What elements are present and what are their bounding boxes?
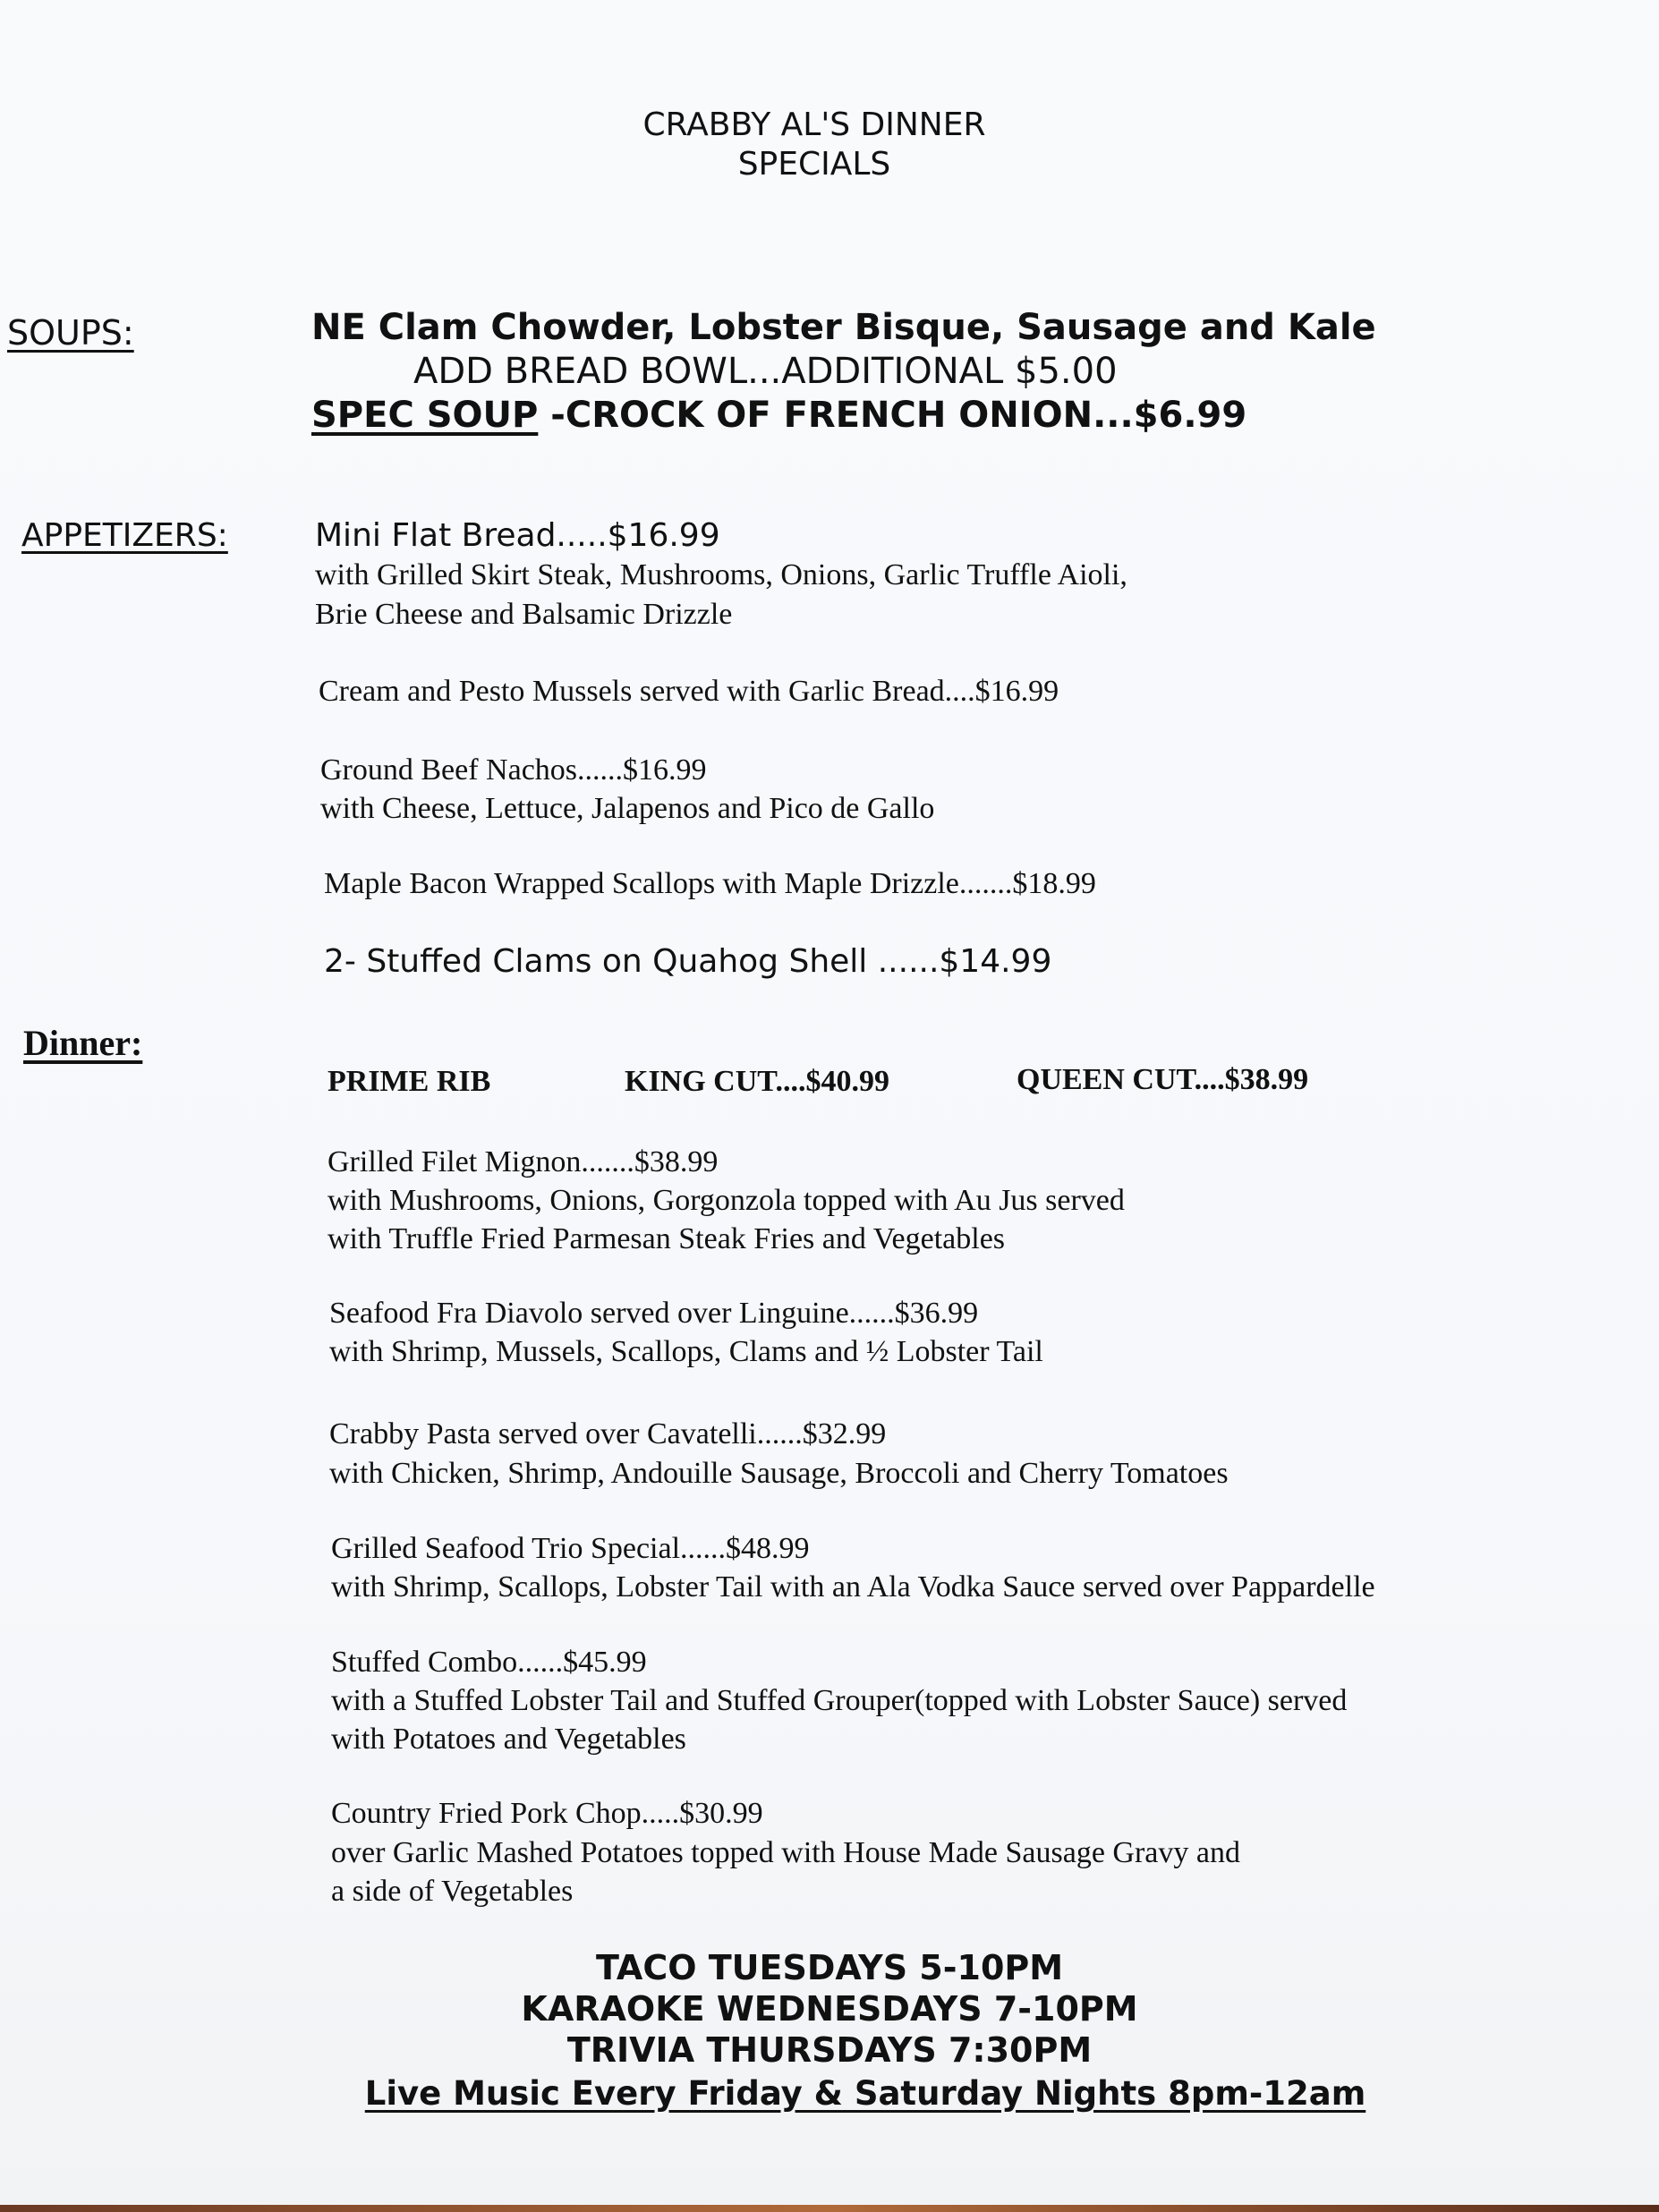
prime-rib-king-cut: KING CUT....$40.99 [625, 1065, 889, 1098]
appetizers-section-label: APPETIZERS: [21, 517, 228, 554]
dinner-pork-chop-title: Country Fried Pork Chop.....$30.99 [331, 1797, 763, 1830]
dinner-filet-desc-2: with Truffle Fried Parmesan Steak Fries and Vegetables [328, 1222, 1006, 1255]
dinner-crabby-pasta-title: Crabby Pasta served over Cavatelli......$32.99 [329, 1417, 887, 1451]
appetizer-nachos-title: Ground Beef Nachos......$16.99 [320, 753, 707, 787]
appetizer-scallops: Maple Bacon Wrapped Scallops with Maple Drizzle.......$18.99 [324, 867, 1096, 900]
event-taco-tuesdays: TACO TUESDAYS 5-10PM [595, 1948, 1064, 1987]
prime-rib-title: PRIME RIB [328, 1065, 491, 1098]
soups-section-label: SOUPS: [7, 313, 134, 353]
event-live-music [36, 2072, 1659, 2114]
soups-list: NE Clam Chowder, Lobster Bisque, Sausage and Kale [311, 307, 1376, 348]
special-soup-label: SPEC SOUP [311, 395, 539, 436]
dinner-stuffed-combo-desc-1: with a Stuffed Lobster Tail and Stuffed Grouper(topped with Lobster Sauce) served [331, 1684, 1348, 1717]
dinner-pork-chop-desc-2: a side of Vegetables [331, 1875, 574, 1908]
appetizer-mussels: Cream and Pesto Mussels served with Garlic Bread....$16.99 [319, 675, 1059, 708]
dinner-section-label: Dinner: [23, 1023, 143, 1063]
menu-title-line2: SPECIALS [737, 146, 891, 183]
dinner-seafood-trio-title: Grilled Seafood Trio Special......$48.99 [331, 1532, 810, 1565]
dinner-fra-diavolo-title: Seafood Fra Diavolo served over Linguine......$36.99 [329, 1297, 979, 1330]
appetizer-flatbread-desc-1: with Grilled Skirt Steak, Mushrooms, Onions, Garlic Truffle Aioli, [315, 558, 1127, 591]
menu-title-line1: CRABBY AL'S DINNER [642, 106, 986, 143]
event-trivia-thursdays: TRIVIA THURSDAYS 7:30PM [566, 2030, 1093, 2070]
dinner-filet-desc-1: with Mushrooms, Onions, Gorgonzola topped with Au Jus served [328, 1184, 1125, 1217]
page-bottom-edge [0, 2205, 1659, 2212]
special-soup-text: -CROCK OF FRENCH ONION...$6.99 [538, 395, 1247, 436]
dinner-stuffed-combo-desc-2: with Potatoes and Vegetables [331, 1723, 686, 1756]
event-karaoke-wednesdays: KARAOKE WEDNESDAYS 7-10PM [521, 1989, 1138, 2029]
appetizer-flatbread-title: Mini Flat Bread.....$16.99 [315, 517, 720, 554]
dinner-pork-chop-desc-1: over Garlic Mashed Potatoes topped with House Made Sausage Gravy and [331, 1836, 1240, 1869]
bread-bowl-note: ADD BREAD BOWL...ADDITIONAL $5.00 [413, 351, 1118, 392]
dinner-seafood-trio-desc: with Shrimp, Scallops, Lobster Tail with an Ala Vodka Sauce served over Pappardelle [331, 1570, 1375, 1604]
special-soup [311, 395, 1246, 436]
appetizer-stuffed-clams: 2- Stuffed Clams on Quahog Shell ......$14.99 [324, 943, 1052, 980]
dinner-fra-diavolo-desc: with Shrimp, Mussels, Scallops, Clams and ½ Lobster Tail [329, 1335, 1043, 1368]
live-music-text: Live Music Every Friday & Saturday Nights 8pm-12am [364, 2074, 1366, 2113]
dinner-crabby-pasta-desc: with Chicken, Shrimp, Andouille Sausage, Broccoli and Cherry Tomatoes [329, 1457, 1229, 1490]
dinner-stuffed-combo-title: Stuffed Combo......$45.99 [331, 1646, 647, 1679]
dinner-filet-title: Grilled Filet Mignon.......$38.99 [328, 1145, 719, 1178]
appetizer-flatbread-desc-2: Brie Cheese and Balsamic Drizzle [315, 598, 733, 631]
appetizer-nachos-desc: with Cheese, Lettuce, Jalapenos and Pico de Gallo [320, 792, 935, 825]
prime-rib-queen-cut: QUEEN CUT....$38.99 [1017, 1063, 1309, 1096]
